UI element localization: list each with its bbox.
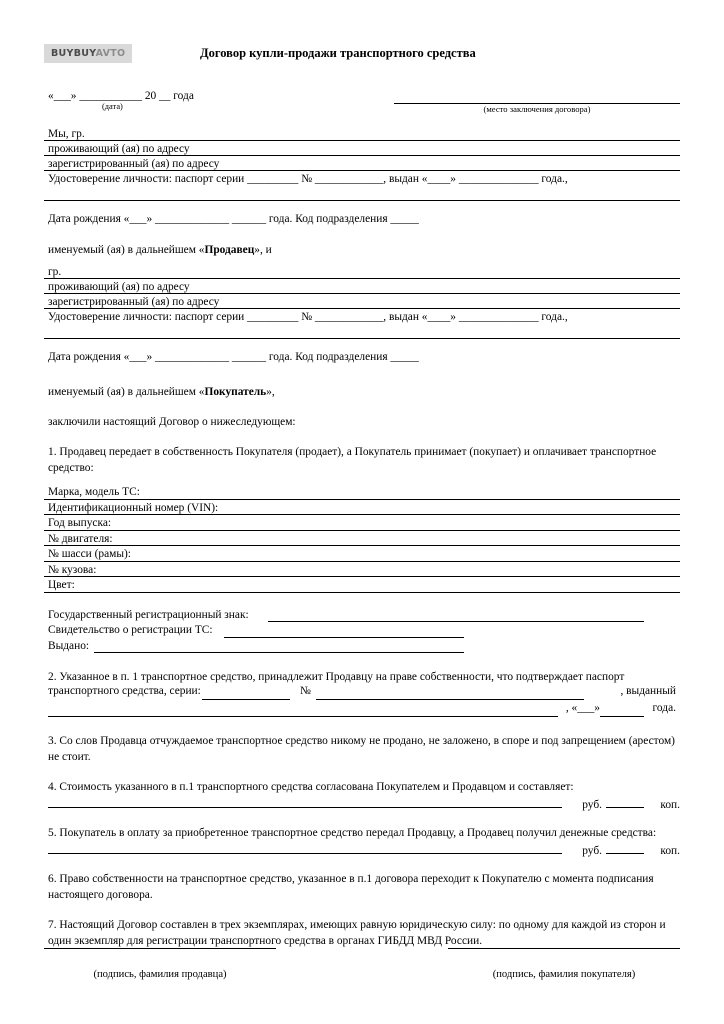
document-header [44, 36, 680, 76]
buyer-name-rule [44, 278, 680, 279]
clause-2 [44, 669, 680, 719]
seller-birth-label: Дата рождения «___» _____________ ______ года. Код подразделения _____ [48, 213, 422, 225]
seller-passport-rule [44, 200, 680, 201]
clause-7: 7. Настоящий Договор составлен в трех экземплярах, имеющих равную юридическую силу: по одному для каждой из сторон и один экземпляр для регистрации транспортного средства в органах ГИБДД МВД России. [48, 919, 666, 947]
clause-4-rub-rule [48, 807, 562, 808]
seller-role-suffix: », и [254, 244, 272, 256]
signature-block [44, 934, 680, 980]
clause-5-amount-line [44, 841, 680, 857]
vehicle-field-label: № шасси (рамы): [48, 548, 135, 560]
buyer-registered-rule [44, 308, 680, 309]
seller-living-label: проживающий (ая) по адресу [48, 143, 193, 155]
buyer-birth-line [44, 351, 680, 366]
intro-text: заключили настоящий Договор о нижеследующем: [48, 416, 296, 428]
seller-role-line [44, 242, 680, 258]
clause-4-amount-line [44, 795, 680, 811]
vehicle-field-row [44, 486, 680, 502]
registration-field-row [44, 640, 680, 656]
vehicle-field-rule [44, 545, 680, 546]
vehicle-fields [44, 486, 680, 595]
registration-field-label: Свидетельство о регистрации ТС: [48, 624, 217, 636]
buyer-role: Покупатель [204, 386, 267, 398]
vehicle-field-label: Марка, модель ТС: [48, 486, 144, 498]
clause-2-issuer-rule [48, 716, 558, 717]
clause-2-series-label: транспортного средства, серии: [48, 685, 205, 697]
place-caption: (место заключения договора) [483, 104, 591, 114]
registration-field-rule [94, 652, 464, 653]
vehicle-field-row [44, 579, 680, 595]
page-title: Договор купли-продажи транспортного средства [200, 46, 476, 60]
buyer-passport-extra-line [44, 326, 680, 341]
vehicle-field-row [44, 564, 680, 580]
place-blank-line [394, 90, 680, 104]
registration-fields [44, 609, 680, 656]
clause-5-kop-rule [606, 853, 644, 854]
seller-name-rule [44, 140, 680, 141]
seller-role-prefix: именуемый (ая) в дальнейшем « [48, 244, 205, 256]
buyer-living-rule [44, 293, 680, 294]
logo-text-primary: BUYBUY [51, 48, 96, 59]
seller-registered-line [44, 158, 680, 173]
logo-text-accent: AVTO [95, 48, 126, 59]
vehicle-field-rule [44, 561, 680, 562]
buyer-passport-rule [44, 338, 680, 339]
buyer-role-suffix: », [266, 386, 275, 398]
clause-2-series-rule [202, 699, 290, 700]
buyer-gr-label: гр. [48, 266, 64, 278]
buyer-passport-line [44, 311, 680, 326]
vehicle-field-row [44, 502, 680, 518]
clause-4: 4. Стоимость указанного в п.1 транспортного средства согласована Покупателем и Продавцом и составляет: [48, 781, 574, 793]
buyer-living-line [44, 281, 680, 296]
vehicle-field-rule [44, 530, 680, 531]
seller-registered-rule [44, 170, 680, 171]
buyer-role-line [44, 384, 680, 400]
clause-5: 5. Покупатель в оплату за приобретенное транспортное средство передал Продавцу, а Продавец получил денежные средства: [48, 827, 657, 839]
registration-field-row [44, 609, 680, 625]
clause-2-number-label: № [300, 685, 315, 697]
registration-field-label: Выдано: [48, 640, 93, 652]
seller-signature-line[interactable] [44, 934, 276, 949]
seller-we-label: Мы, гр. [48, 128, 88, 140]
vehicle-field-row [44, 548, 680, 564]
clause-4-rub-unit: руб. [582, 799, 602, 811]
clause-2-number-rule [316, 699, 584, 700]
vehicle-field-label: Цвет: [48, 579, 79, 591]
vehicle-field-label: Год выпуска: [48, 517, 115, 529]
buyer-block [44, 266, 680, 400]
buyer-role-prefix: именуемый (ая) в дальнейшем « [48, 386, 205, 398]
clause-1: 1. Продавец передает в собственность Покупателя (продает), а Покупатель принимает (покупает) и оплачивает транспортное средство: [48, 446, 657, 474]
buyer-registered-line [44, 296, 680, 311]
date-place-block [44, 90, 680, 120]
seller-passport-line [44, 173, 680, 188]
seller-block [44, 128, 680, 258]
seller-passport-extra-line [44, 188, 680, 203]
clause-6: 6. Право собственности на транспортное средство, указанное в п.1 договора переходит к Покупателю с момента подписания настоящего договора. [48, 873, 654, 901]
seller-we-line [44, 128, 680, 143]
buyer-signature-line[interactable] [448, 934, 680, 949]
vehicle-field-label: № двигателя: [48, 533, 117, 545]
buyer-birth-label: Дата рождения «___» _____________ ______ года. Код подразделения _____ [48, 351, 422, 363]
seller-signature-caption: (подпись, фамилия продавца) [93, 969, 227, 980]
vehicle-field-label: № кузова: [48, 564, 100, 576]
clause-4-kop-unit: коп. [660, 799, 680, 811]
registration-field-rule [224, 637, 464, 638]
clause-5-kop-unit: коп. [660, 845, 680, 857]
vehicle-field-rule [44, 576, 680, 577]
buyer-registered-label: зарегистрированный (ая) по адресу [48, 296, 222, 308]
clause-2-line-2 [44, 685, 680, 702]
clause-2-line-1: 2. Указанное в п. 1 транспортное средство, принадлежит Продавцу на праве собственности, что подтверждает паспорт [48, 671, 625, 683]
vehicle-field-rule [44, 514, 680, 515]
clause-2-date-rule [600, 716, 644, 717]
vehicle-field-rule [44, 499, 680, 500]
buyer-living-label: проживающий (ая) по адресу [48, 281, 193, 293]
clause-2-issued-label: , выданный [620, 685, 680, 697]
clause-3: 3. Со слов Продавца отчуждаемое транспортное средство никому не продано, не заложено, в споре и под запрещением (арестом) не стоит. [48, 735, 675, 763]
seller-registered-label: зарегистрированный (ая) по адресу [48, 158, 222, 170]
clause-2-line-3 [44, 702, 680, 719]
vehicle-field-rule [44, 592, 680, 593]
clause-5-rub-rule [48, 853, 562, 854]
clause-2-year-label: года. [653, 702, 680, 714]
date-caption: (дата) [102, 102, 123, 111]
registration-field-label: Государственный регистрационный знак: [48, 609, 253, 621]
buyer-passport-label: Удостоверение личности: паспорт серии _________ № ____________, выдан «____» ______________ года., [48, 311, 571, 323]
buyer-gr-line [44, 266, 680, 281]
registration-field-rule [268, 621, 644, 622]
seller-living-line [44, 143, 680, 158]
clause-5-rub-unit: руб. [582, 845, 602, 857]
seller-birth-line [44, 213, 680, 228]
seller-living-rule [44, 155, 680, 156]
buyer-signature-caption: (подпись, фамилия покупателя) [492, 969, 636, 980]
vehicle-field-row [44, 533, 680, 549]
brand-logo [44, 44, 132, 63]
vehicle-field-row [44, 517, 680, 533]
clause-4-kop-rule [606, 807, 644, 808]
seller-role: Продавец [204, 244, 255, 256]
clause-2-date-label: , «___» [566, 702, 604, 714]
seller-passport-label: Удостоверение личности: паспорт серии _________ № ____________, выдан «____» ______________ года., [48, 173, 571, 185]
registration-field-row [44, 624, 680, 640]
date-line: «___» ___________ 20 __ года [48, 90, 194, 102]
vehicle-field-label: Идентификационный номер (VIN): [48, 502, 222, 514]
